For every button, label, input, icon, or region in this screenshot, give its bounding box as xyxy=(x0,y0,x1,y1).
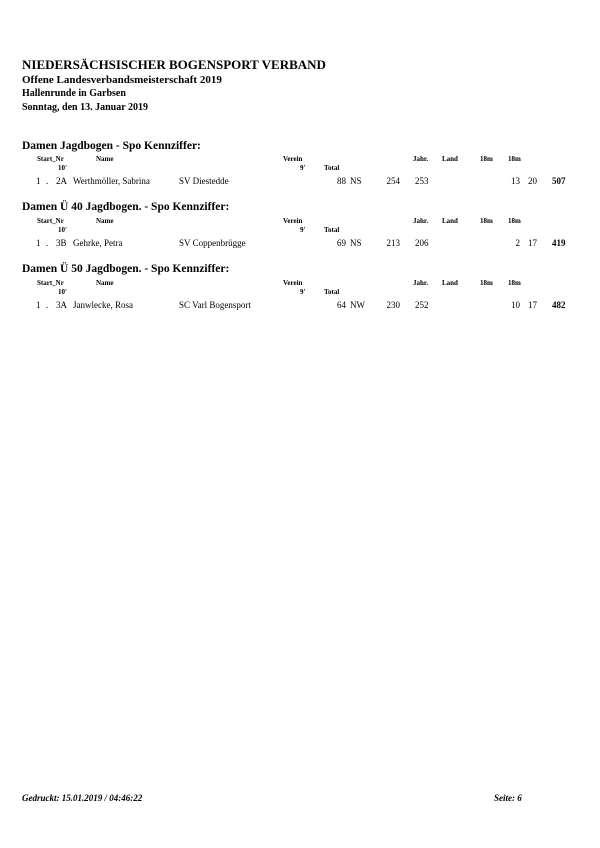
col-name: Name xyxy=(96,217,114,225)
event-date: Sonntag, den 13. Januar 2019 xyxy=(22,102,148,113)
land-code: NS xyxy=(350,238,362,248)
col-18m-a: 18m xyxy=(480,217,493,225)
nines: 17 xyxy=(528,238,537,248)
total-score: 482 xyxy=(552,300,566,310)
nines: 17 xyxy=(528,300,537,310)
page-number: Seite: 6 xyxy=(494,793,522,803)
col-verein: Verein xyxy=(283,279,303,287)
col-ten: 10' xyxy=(58,288,67,296)
event-subtitle: Offene Landesverbandsmeisterschaft 2019 xyxy=(22,74,222,86)
section-title: Damen Ü 40 Jagdbogen. - Spo Kennziffer: xyxy=(22,201,230,213)
section-title: Damen Ü 50 Jagdbogen. - Spo Kennziffer: xyxy=(22,263,230,275)
nines: 20 xyxy=(528,176,537,186)
col-name: Name xyxy=(96,155,114,163)
col-start-nr: Start_Nr xyxy=(37,279,64,287)
club: SV Coppenbrügge xyxy=(179,238,246,248)
col-jahr: Jahr. xyxy=(413,217,429,225)
col-total: Total xyxy=(324,226,340,234)
col-nine: 9' xyxy=(300,226,306,234)
score-c1: 69 xyxy=(337,238,346,248)
tens: 2 xyxy=(515,238,520,248)
col-verein: Verein xyxy=(283,155,303,163)
col-18m-b: 18m xyxy=(508,155,521,163)
start-nr: 3B xyxy=(56,238,67,248)
score-1: 254 xyxy=(386,176,400,186)
col-land: Land xyxy=(442,217,458,225)
archer-name: Gehrke, Petra xyxy=(73,238,123,248)
place-dot: . xyxy=(46,238,49,248)
col-18m-a: 18m xyxy=(480,155,493,163)
col-start-nr: Start_Nr xyxy=(37,155,64,163)
col-ten: 10' xyxy=(58,226,67,234)
col-ten: 10' xyxy=(58,164,67,172)
archer-name: Janwlecke, Rosa xyxy=(73,300,133,310)
total-score: 419 xyxy=(552,238,566,248)
score-1: 230 xyxy=(386,300,400,310)
col-jahr: Jahr. xyxy=(413,279,429,287)
start-nr: 2A xyxy=(56,176,67,186)
col-18m-b: 18m xyxy=(508,279,521,287)
archer-name: Werthmöller, Sabrina xyxy=(73,176,150,186)
score-c1: 64 xyxy=(337,300,346,310)
score-c1: 88 xyxy=(337,176,346,186)
col-total: Total xyxy=(324,288,340,296)
score-2: 252 xyxy=(415,300,429,310)
event-venue: Hallenrunde in Garbsen xyxy=(22,88,126,99)
col-land: Land xyxy=(442,279,458,287)
club: SC Varl Bogensport xyxy=(179,300,251,310)
tens: 13 xyxy=(511,176,520,186)
col-verein: Verein xyxy=(283,217,303,225)
section-title: Damen Jagdbogen - Spo Kennziffer: xyxy=(22,140,201,152)
place-dot: . xyxy=(46,176,49,186)
col-jahr: Jahr. xyxy=(413,155,429,163)
club: SV Diestedde xyxy=(179,176,229,186)
print-timestamp: Gedruckt: 15.01.2019 / 04:46:22 xyxy=(22,793,143,803)
col-land: Land xyxy=(442,155,458,163)
land-code: NW xyxy=(350,300,365,310)
place: 1 xyxy=(36,176,41,186)
document-title: NIEDERSÄCHSISCHER BOGENSPORT VERBAND xyxy=(22,57,326,72)
col-name: Name xyxy=(96,279,114,287)
tens: 10 xyxy=(511,300,520,310)
col-nine: 9' xyxy=(300,288,306,296)
col-total: Total xyxy=(324,164,340,172)
col-18m-a: 18m xyxy=(480,279,493,287)
total-score: 507 xyxy=(552,176,566,186)
score-2: 253 xyxy=(415,176,429,186)
col-18m-b: 18m xyxy=(508,217,521,225)
place: 1 xyxy=(36,238,41,248)
col-start-nr: Start_Nr xyxy=(37,217,64,225)
place-dot: . xyxy=(46,300,49,310)
land-code: NS xyxy=(350,176,362,186)
place: 1 xyxy=(36,300,41,310)
score-1: 213 xyxy=(386,238,400,248)
col-nine: 9' xyxy=(300,164,306,172)
start-nr: 3A xyxy=(56,300,67,310)
score-2: 206 xyxy=(415,238,429,248)
